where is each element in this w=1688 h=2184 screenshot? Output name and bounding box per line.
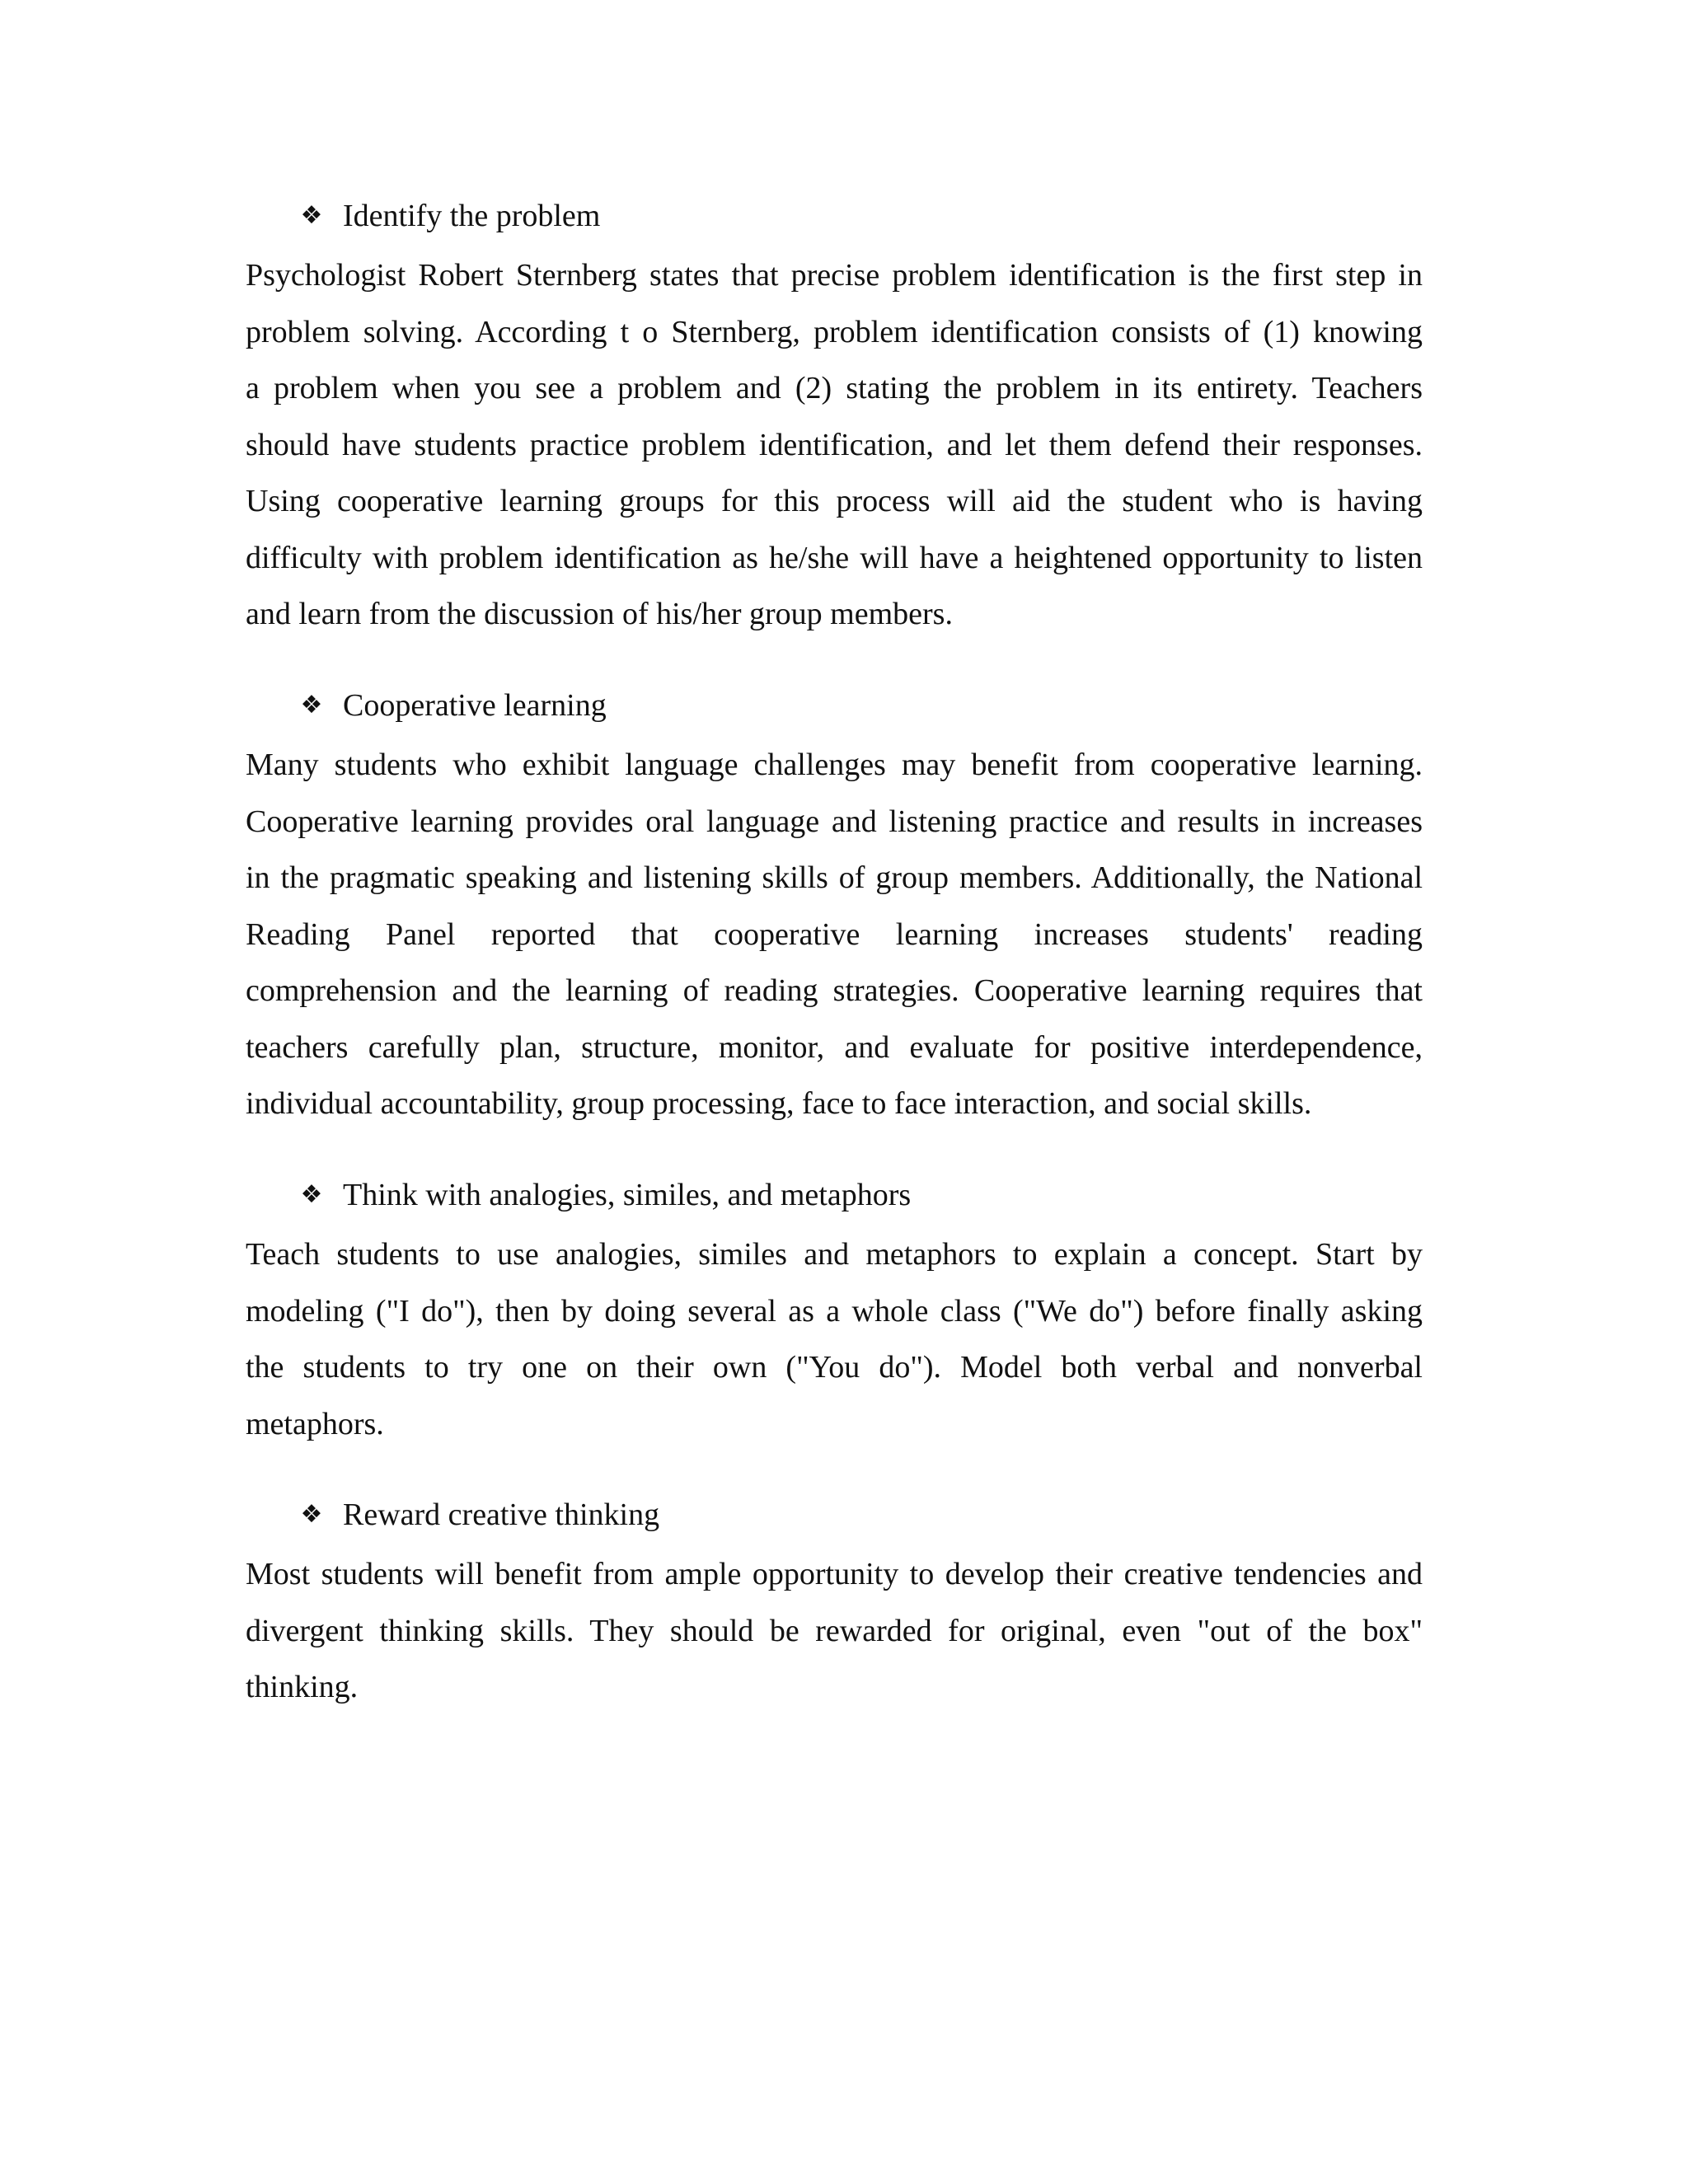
paragraph-line: modeling ("I do"), then by doing several as a whole class ("We do") before finally asking [246,1293,1423,1329]
diamond-dingbat-icon: ❖ [300,691,323,719]
section-cooperative-learning [246,674,1423,1132]
section-paragraph [246,1226,1423,1452]
paragraph-line: problem solving. According t o Sternberg, problem identification consists of (1) knowing [246,314,1423,349]
section-heading-text: Think with analogies, similes, and metaphors [343,1178,912,1212]
section-paragraph [246,1546,1423,1716]
paragraph-line: metaphors. [246,1406,384,1441]
paragraph-line: Most students will benefit from ample opportunity to develop their creative tendencies and [246,1557,1423,1591]
section-heading [246,1483,1423,1546]
paragraph-line: difficulty with problem identification as he/she will have a heightened opportunity to listen [246,540,1423,575]
section-heading [246,185,1423,247]
paragraph-line: Cooperative learning provides oral language and listening practice and results in increases [246,804,1423,839]
paragraph-line: the students to try one on their own ("You do"). Model both verbal and nonverbal [246,1350,1423,1385]
paragraph-line: Many students who exhibit language challenges may benefit from cooperative learning. [246,748,1423,782]
section-heading [246,1164,1423,1226]
paragraph-line: divergent thinking skills. They should be rewarded for original, even "out of the box" [246,1613,1423,1648]
section-heading [246,674,1423,737]
section-creative-thinking [246,1483,1423,1716]
paragraph-line: and learn from the discussion of his/her group members. [246,597,953,631]
diamond-dingbat-icon: ❖ [300,201,323,230]
paragraph-line: Teach students to use analogies, similes and metaphors to explain a concept. Start by [246,1237,1423,1272]
section-paragraph [246,247,1423,643]
paragraph-line: thinking. [246,1670,359,1704]
section-heading-text: Identify the problem [343,199,601,233]
paragraph-line: Using cooperative learning groups for this process will aid the student who is having [246,484,1423,518]
section-paragraph [246,737,1423,1132]
paragraph-line: comprehension and the learning of reading strategies. Cooperative learning requires that [246,973,1423,1008]
section-heading-text: Reward creative thinking [343,1497,660,1532]
diamond-dingbat-icon: ❖ [300,1180,323,1209]
paragraph-line: should have students practice problem identification, and let them defend their responses. [246,427,1423,462]
diamond-dingbat-icon: ❖ [300,1500,323,1529]
paragraph-line: Reading Panel reported that cooperative learning increases students' reading [246,916,1423,952]
paragraph-line: teachers carefully plan, structure, monitor, and evaluate for positive interdependence, [246,1029,1423,1065]
section-heading-text: Cooperative learning [343,688,607,723]
paragraph-line: in the pragmatic speaking and listening skills of group members. Additionally, the National [246,860,1423,895]
paragraph-line: Psychologist Robert Sternberg states that precise problem identification is the first step in [246,258,1423,293]
paragraph-line: a problem when you see a problem and (2) stating the problem in its entirety. Teachers [246,371,1423,405]
paragraph-line: individual accountability, group processing, face to face interaction, and social skills. [246,1086,1312,1121]
section-identify-problem [246,185,1423,643]
section-analogies [246,1164,1423,1452]
